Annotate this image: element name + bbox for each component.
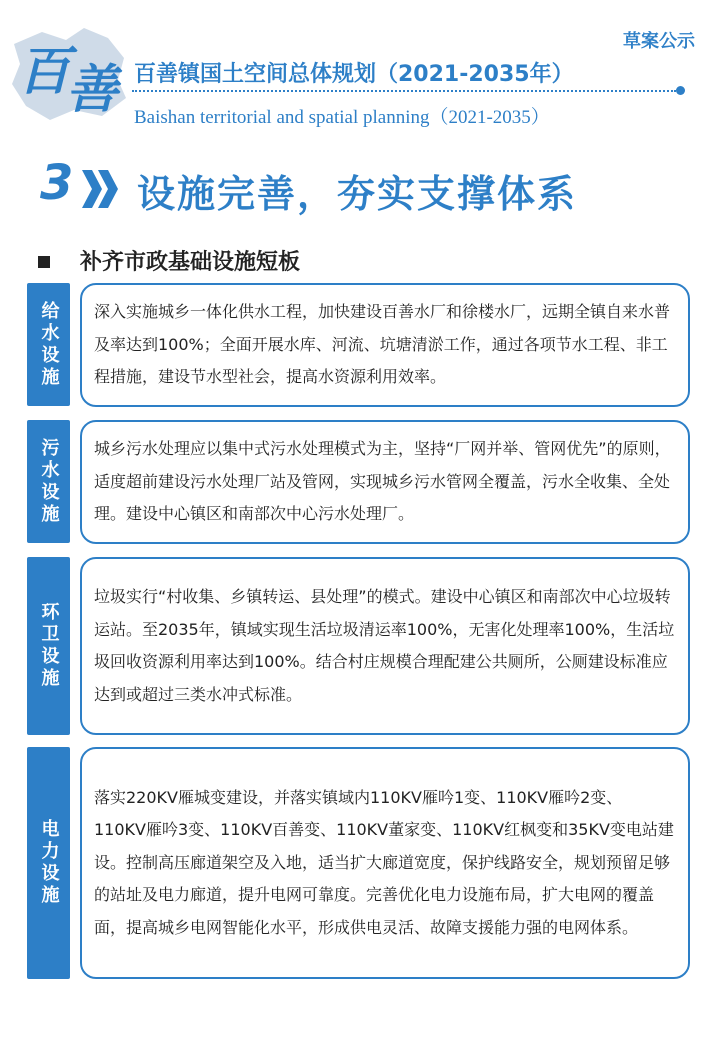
subsection-title: 补齐市政基础设施短板	[80, 250, 301, 275]
card-water-supply	[80, 283, 690, 407]
tag-sewage: 污水设施	[27, 420, 70, 543]
logo	[4, 24, 132, 124]
card-sewage	[80, 420, 690, 544]
section-title: 设施完善，夯实支撑体系	[137, 172, 578, 216]
draft-badge: 草案公示	[623, 31, 695, 52]
card-power	[80, 747, 690, 979]
tag-water-supply: 给水设施	[27, 283, 70, 406]
double-chevron-icon	[80, 168, 124, 210]
tag-sanitation: 环卫设施	[27, 557, 70, 735]
document-title: 百善镇国土空间总体规划（2021-2035年）	[134, 62, 574, 87]
section-number: 3	[40, 155, 74, 211]
bullet-square-icon	[38, 256, 50, 268]
title-divider-dot	[676, 86, 685, 95]
card-sanitation	[80, 557, 690, 735]
card-text: 城乡污水处理应以集中式污水处理模式为主，坚持“厂网并举、管网优先”的原则，适度超前建设污水处理厂站及管网，实现城乡污水管网全覆盖，污水全收集、全处理。建设中心镇区和南部次中心污水处理厂。	[94, 439, 671, 524]
card-text: 深入实施城乡一体化供水工程，加快建设百善水厂和徐楼水厂，远期全镇自来水普及率达到100%；全面开展水库、河流、坑塘清淤工作，通过各项节水工程、非工程措施，建设节水型社会，提高水资源利用效率。	[94, 302, 671, 387]
document-title-en: Baishan territorial and spatial planning（2021-2035）	[134, 107, 550, 128]
card-text: 垃圾实行“村收集、乡镇转运、县处理”的模式。建设中心镇区和南部次中心垃圾转运站。至2035年，镇域实现生活垃圾清运率100%，无害化处理率100%，生活垃圾回收资源利用率达到100%。结合村庄规模合理配建公共厕所，公厕建设标准应达到或超过三类水冲式标准。	[94, 587, 675, 704]
title-divider	[132, 90, 676, 92]
logo-text: 百善	[18, 41, 115, 120]
tag-power: 电力设施	[27, 747, 70, 979]
card-text: 落实220KV雁城变建设，并落实镇域内110KV雁吟1变、110KV雁吟2变、 110KV雁吟3变、110KV百善变、110KV董家变、110KV红枫变和35KV变电站建设。控制高压廊道架空及入地，适当扩大廊道宽度，保护线路安全，规划预留足够的站址及电力廊道，提升电网可靠度。完善优化电力设施布局，扩大电网的覆盖面，提高城乡电网智能化水平，形成供电灵活、故障支援能力强的电网体系。	[94, 787, 674, 937]
